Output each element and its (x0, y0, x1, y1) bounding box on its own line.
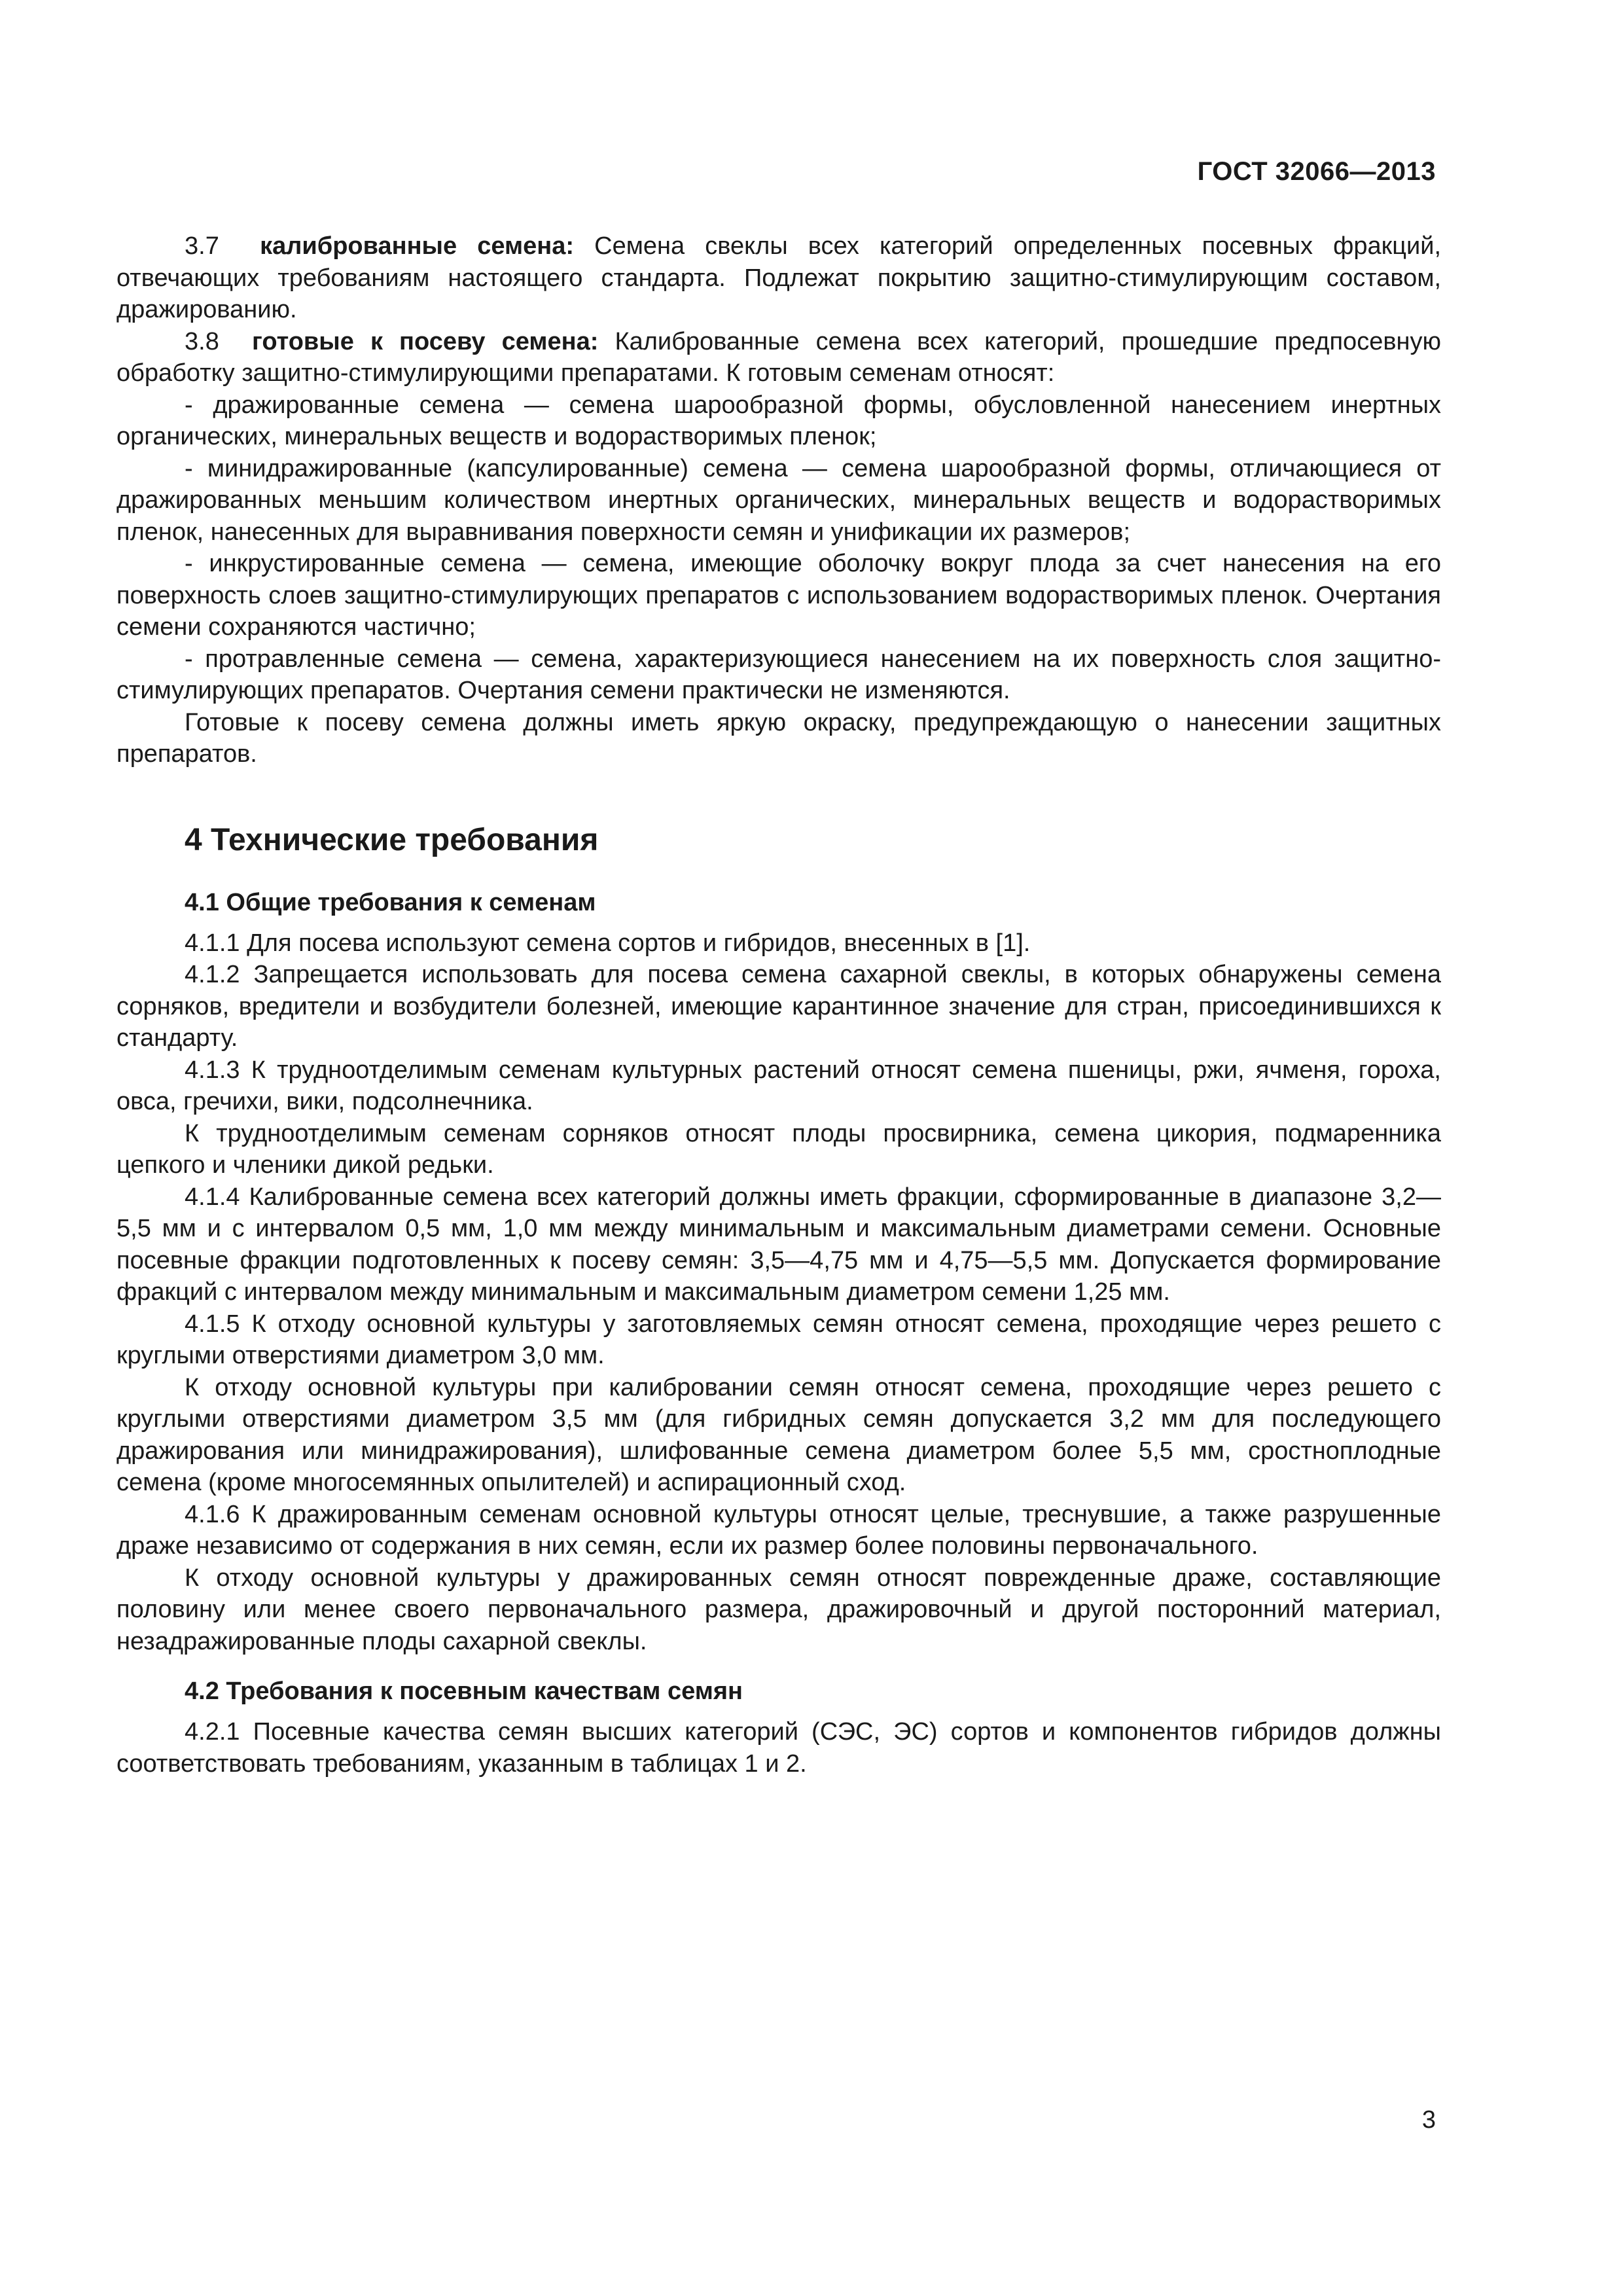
document-id-header: ГОСТ 32066—2013 (1197, 157, 1436, 186)
paragraph: 4.1.5 К отходу основной культуры у заготовляемых семян относят семена, проходящие через решето с круглыми отверстиями диаметром 3,0 мм. (116, 1310, 1441, 1369)
paragraph: 4.1.6 К дражированным семенам основной культуры относят целые, треснувшие, а также разрушенные драже независимо от содержания в них семян, если их размер более половины первоначального. (116, 1500, 1441, 1560)
definition-3-8 (116, 326, 1441, 389)
paragraph: К отходу основной культуры при калибровании семян относят семена, проходящие через решето с круглыми отверстиями диаметром 3,5 мм (для гибридных семян допускается 3,2 мм для последующего дражирования или минидражирования), шлифованные семена диаметром более 5,5 мм, сростноплодные семена (кроме многосемянных опылителей) и аспирационный сход. (116, 1373, 1441, 1496)
paragraph: 4.1.3 К трудноотделимым семенам культурных растений относят семена пшеницы, ржи, ячменя, гороха, овса, гречихи, вики, подсолнечника. (116, 1056, 1441, 1115)
list-item: - протравленные семена — семена, характеризующиеся нанесением на их поверхность слоя защитно-стимулирующих препаратов. Очертания семени практически не изменяются. (116, 645, 1441, 704)
paragraph: Готовые к посеву семена должны иметь яркую окраску, предупреждающую о нанесении защитных препаратов. (116, 708, 1441, 768)
paragraph: 4.1.2 Запрещается использовать для посева семена сахарной свеклы, в которых обнаружены семена сорняков, вредители и возбудители болезней, имеющие карантинное значение для стран, присоединившихся к стандарту. (116, 961, 1441, 1052)
paragraph: 4.2.1 Посевные качества семян высших категорий (СЭС, ЭС) сортов и компонентов гибридов должны соответствовать требованиям, указанным в таблицах 1 и 2. (116, 1718, 1441, 1778)
list-item: - инкрустированные семена — семена, имеющие оболочку вокруг плода за счет нанесения на его поверхность слоев защитно-стимулирующих препаратов с использованием водорастворимых пленок. Очертания семени сохраняются частично; (116, 550, 1441, 641)
subsection-heading: 4.1 Общие требования к семенам (185, 888, 596, 916)
paragraph: 4.1.1 Для посева используют семена сортов и гибридов, внесенных в [1]. (185, 929, 1031, 957)
definition-term: готовые к посеву семена: (252, 327, 599, 355)
section-heading: 4 Технические требования (185, 822, 599, 857)
definition-text: Семена свеклы всех категорий определенных посевных фракций, отвечающих требованиям настоящего стандарта. Подлежат покрытию защитно-стимулирующим составом, дражированию. (116, 232, 1442, 323)
paragraph: К трудноотделимым семенам сорняков относят плоды просвирника, семена цикория, подмаренника цепкого и членики дикой редьки. (116, 1119, 1441, 1179)
definition-number: 3.8 (185, 327, 219, 355)
paragraph: К отходу основной культуры у дражированных семян относят поврежденные драже, составляющие половину или менее своего первоначального размера, дражировочный и другой посторонний материал, незадражированные плоды сахарной свеклы. (116, 1564, 1441, 1655)
subsection-heading: 4.2 Требования к посевным качествам семян (185, 1677, 743, 1705)
definition-number: 3.7 (185, 232, 219, 260)
definition-3-7 (116, 230, 1441, 326)
page-number: 3 (1421, 2106, 1436, 2134)
definition-text: Калиброванные семена всех категорий, прошедшие предпосевную обработку защитно-стимулирующими препаратами. К готовым семенам относят: (116, 327, 1441, 387)
list-item: - минидражированные (капсулированные) семена — семена шарообразной формы, отличающиеся от дражированных меньшим количеством инертных органических, минеральных веществ и водорастворимых пленок, нанесенных для выравнивания поверхности семян и унификации их размеров; (116, 454, 1441, 546)
definition-term: калиброванные семена: (260, 232, 575, 260)
document-body (116, 230, 1441, 1780)
list-item: - дражированные семена — семена шарообразной формы, обусловленной нанесением инертных органических, минеральных веществ и водорастворимых пленок; (116, 391, 1441, 450)
paragraph: 4.1.4 Калиброванные семена всех категорий должны иметь фракции, сформированные в диапазоне 3,2—5,5 мм и с интервалом 0,5 мм, 1,0 мм между минимальным и максимальным диаметрами семени. Основные посевные фракции подготовленных к посеву семян: 3,5—4,75 мм и 4,75—5,5 мм. Допускается формирование фракций с интервалом между минимальным и максимальным диаметром семени 1,25 мм. (116, 1183, 1441, 1306)
